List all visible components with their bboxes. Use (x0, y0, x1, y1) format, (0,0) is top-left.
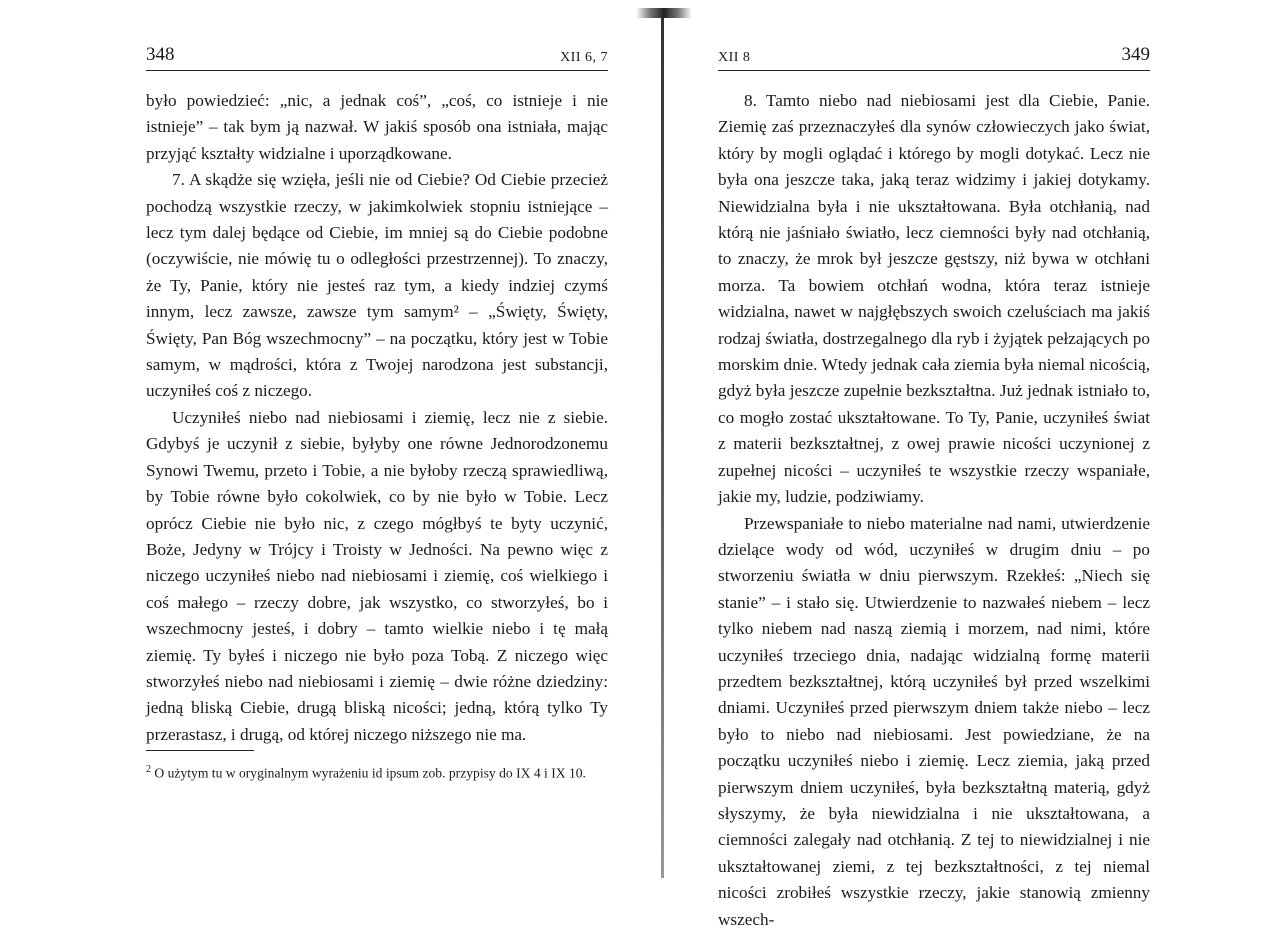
page-number: 349 (1122, 44, 1151, 66)
left-page-body (146, 88, 608, 748)
right-page-body (718, 88, 1150, 933)
footnote-marker: 2 (146, 764, 151, 775)
footnote (146, 760, 608, 783)
paragraph: 8. Tamto niebo nad niebiosami jest dla Ciebie, Panie. Ziemię zaś przeznaczyłeś dla synów człowieczych jako świat, który by mogli oglądać i którego by mogli dotykać. Lecz nie była ona jeszcze taka, jaką teraz widzimy i jakiej dotykamy. Niewidzialna była i nie ukształtowana. Była otchłanią, nad którą nie jaśniało światło, lecz ciemności były nad otchłanią, to znaczy, że mrok był jeszcze gęstszy, niż bywa w otchłani morza. Ta bowiem otchłań wodna, która teraz istnieje widzialna, nawet w najgłębszych swoich czeluściach ma jakiś rodzaj światła, dostrzegalnego dla ryb i żyjątek pełzających po morskim dnie. Wtedy jednak cała ziemia była niemal nicością, gdyż była jeszcze zupełnie bezkształtna. Już jednak istniało to, co mogło zostać ukształtowane. To Ty, Panie, uczyniłeś świat z materii bezkształtnej, z owej prawie nicości uczynionej z zupełnej nicości – uczyniłeś te wszystkie rzeczy wspaniałe, jakie my, ludzie, podziwiamy. (718, 88, 1150, 511)
page-number: 348 (146, 44, 175, 66)
paragraph: było powiedzieć: „nic, a jednak coś”, „coś, co istnieje i nie istnieje” – tak bym ją nazwał. W jakiś sposób ona istniała, mając przyjąć kształty widzialne i uporządkowane. (146, 88, 608, 167)
running-head: XII 6, 7 (560, 50, 608, 66)
left-page-header (146, 44, 608, 71)
footnote-rule (146, 750, 254, 751)
running-head: XII 8 (718, 50, 750, 66)
footnote-text: O użytym tu w oryginalnym wyrażeniu id ipsum zob. przypisy do IX 4 i IX 10. (154, 766, 586, 781)
paragraph: 7. A skądże się wzięła, jeśli nie od Ciebie? Od Ciebie przecież pochodzą wszystkie rzeczy, w jakimkolwiek stopniu istniejące – lecz tym dalej będące od Ciebie, im mniej są do Ciebie podobne (oczywiście, nie mówię tu o odległości przestrzennej). To znaczy, że Ty, Panie, który nie jesteś raz tym, a kiedy indziej czymś innym, lecz zawsze, zawsze tym samym² – „Święty, Święty, Święty, Pan Bóg wszechmocny” – na początku, który jest w Tobie samym, w mądrości, która z Twojej narodzona jest substancji, uczyniłeś coś z niczego. (146, 167, 608, 405)
paragraph: Przewspaniałe to niebo materialne nad nami, utwierdzenie dzielące wody od wód, uczyniłeś w drugim dniu – po stworzeniu światła w dniu pierwszym. Rzekłeś: „Niech się stanie” – i stało się. Utwierdzenie to nazwałeś niebem – lecz tylko niebem nad naszą ziemią i morzem, nad nimi, które uczyniłeś trzeciego dnia, nadając widzialną formę materii przedtem bezkształtnej, którą uczyniłeś był przed wszelkimi dniami. Uczyniłeś przed pierwszym dniem także niebo – lecz było to niebo nad niebiosami. Jest powiedziane, że na początku uczyniłeś niebo i ziemię. Lecz ziemia, jaką przed pierwszym dniem uczyniłeś, była bezkształtną materią, gdyż słyszymy, że była niewidzialna i nie ukształtowana, a ciemności zalegały nad otchłanią. Z tej to niewidzialnej i nie ukształtowanej ziemi, z tej bezkształtności, z tej niemal nicości zrobiłeś wszystkie rzeczy, jakie stanowią zmienny wszech- (718, 511, 1150, 933)
paragraph: Uczyniłeś niebo nad niebiosami i ziemię, lecz nie z siebie. Gdybyś je uczynił z siebie, byłyby one równe Jednorodzonemu Synowi Twemu, przeto i Tobie, a nie byłoby rzeczą sprawiedliwą, by Tobie równe było cokolwiek, co by nie było w Tobie. Lecz oprócz Ciebie nie było nic, z czego mógłbyś te byty uczynić, Boże, Jedyny w Trójcy i Troisty w Jedności. Na pewno więc z niczego uczyniłeś niebo nad niebiosami i ziemię, coś wielkiego i coś małego – rzeczy dobre, jak wszystko, co stworzyłeś, bo i wszechmocny jesteś, i dobry – tamto wielkie niebo i tę małą ziemię. Ty byłeś i niczego nie było poza Tobą. Z niczego więc stworzyłeś niebo nad niebiosami i ziemię – dwie różne dziedziny: jedną bliską Ciebie, drugą bliską nicości; jedną, którą tylko Ty przerastasz, i drugą, od której niczego niższego nie ma. (146, 405, 608, 748)
right-page (662, 0, 1262, 894)
right-page-header (718, 44, 1150, 71)
